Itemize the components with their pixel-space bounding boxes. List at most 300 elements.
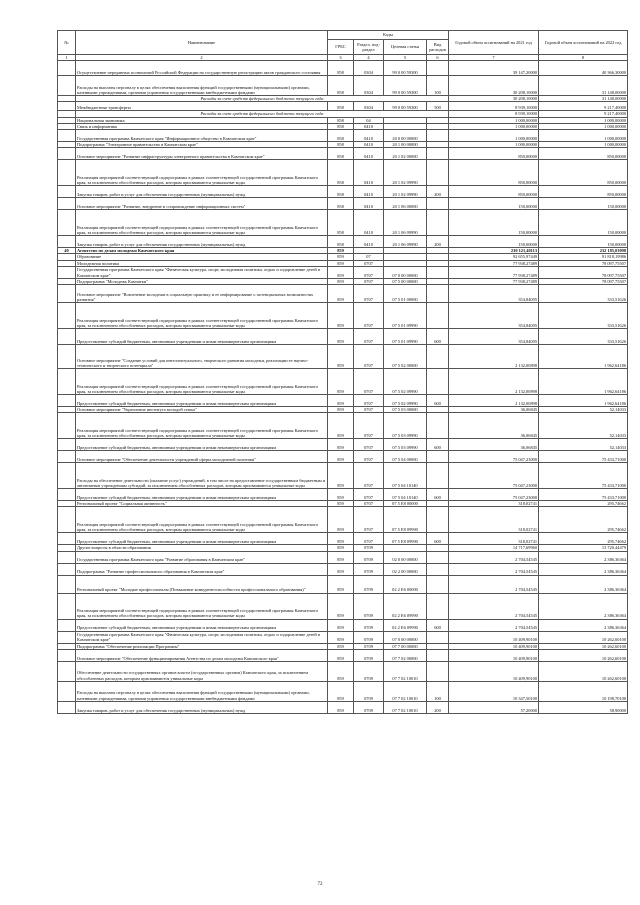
cell-2021: 2 704,54545 [449,575,539,593]
cell-grbs: 859 [328,575,354,593]
cell-csr: 07 7 00 00000 [384,643,427,649]
cell-2021: 10 409,90100 [449,661,539,681]
cell-grbs: 858 [328,148,354,160]
cell-rzpr: 0410 [354,142,384,148]
cell-2021: 150,00000 [449,210,539,236]
cell-csr: 02 2 E6 09990 [384,593,427,619]
cell-name: Реализация мероприятий соответствующей подпрограммы в рамках соответствующей государственной программы Камчатского края, за исключением обособленных расходов, которым присваиваются уникальные коды [76,413,328,439]
cell-2022: 1 962,64186 [539,369,628,395]
table-row [58,198,628,210]
cell-2022: 75 433,71000 [539,489,628,501]
cell-num [58,439,76,451]
table-row [58,395,628,407]
cell-grbs: 858 [328,198,354,210]
cell-2021: 10 409,90100 [449,649,539,661]
cell-2021: 1 000,00000 [449,130,539,142]
cell-grbs: 859 [328,463,354,489]
cell-name: Предоставление субсидий бюджетным, автономным учреждениям и иным некоммерческим организациям [76,489,328,501]
cell-2021: 318,02741 [449,501,539,507]
header-name: Наименование [76,31,328,55]
cell-2021: 39 147,20000 [449,61,539,76]
cell-2022: 10 262,60100 [539,661,628,681]
cell-rzpr: 0709 [354,661,384,681]
cell-grbs: 859 [328,329,354,345]
header-rzpr: Раздел, под-раздел [354,40,384,55]
cell-vr [427,160,449,186]
cell-2022: 2 386,36364 [539,593,628,619]
cell-csr: 07 5 03 09990 [384,439,427,451]
table-row [58,463,628,489]
cell-num [58,210,76,236]
cell-num [58,661,76,681]
cell-rzpr: 0707 [354,463,384,489]
cell-rzpr: 0410 [354,160,384,186]
cell-2022: 91 818,19986 [539,254,628,260]
cell-grbs: 859 [328,278,354,284]
cell-2022: 52,14033 [539,439,628,451]
cell-vr: 500 [427,102,449,111]
cell-name: Реализация мероприятий соответствующей подпрограммы в рамках соответствующей государственной программы Камчатского края, за исключением обособленных расходов, которым присваиваются уникальные коды [76,210,328,236]
cell-num [58,61,76,76]
cell-name: Осуществление переданных полномочий Российской Федерации на государственную регистрацию актов гражданского состояния [76,61,328,76]
cell-2022: 333,51626 [539,285,628,303]
cell-name: Основное мероприятие "Создание условий для интеллектуального, творческого развития молодежи, реализации ее научно-технического и творческого потенциала" [76,345,328,369]
table-row [58,285,628,303]
cell-vr [427,130,449,142]
cell-rzpr: 0709 [354,649,384,661]
table-row [58,329,628,345]
cell-2021: 850,00000 [449,148,539,160]
page-number: 72 [317,882,323,887]
table-row [58,102,628,111]
cell-grbs: 859 [328,681,354,701]
cell-grbs: 859 [328,254,354,260]
cell-grbs: 859 [328,507,354,533]
cell-csr: 02 2 00 00000 [384,563,427,575]
cell-rzpr: 04 [354,117,384,123]
table-row [58,303,628,329]
cell-grbs: 859 [328,439,354,451]
cell-2021: 36,06845 [449,439,539,451]
cell-grbs: 858 [328,117,354,123]
cell-csr: 20 1 06 09990 [384,210,427,236]
table-row [58,619,628,631]
cell-csr: 07 7 02 10010 [384,701,427,713]
cell-csr: 07 5 04 00000 [384,451,427,463]
cell-rzpr: 0707 [354,507,384,533]
cell-num [58,489,76,501]
cell-2021: 2 704,54545 [449,619,539,631]
cell-2021: 77 938,27489 [449,278,539,284]
cell-name: Подпрограмма "Развитие профессионального образования в Камчатском крае" [76,563,328,575]
cell-csr: 20 1 02 09990 [384,160,427,186]
cell-rzpr: 0707 [354,266,384,278]
cell-csr: 99 0 00 59300 [384,76,427,96]
cell-rzpr: 0410 [354,198,384,210]
cell-2021: 2 132,00898 [449,395,539,407]
cell-name: Национальная экономика [76,117,328,123]
header-index: 5 [384,55,427,61]
cell-csr: 07 5 02 09990 [384,395,427,407]
header-index: 2 [76,55,328,61]
cell-2022: 9 217,40000 [539,102,628,111]
cell-rzpr: 0709 [354,619,384,631]
cell-csr: 07 5 04 10140 [384,463,427,489]
cell-2022: 31 148,00000 [539,76,628,96]
cell-rzpr: 0304 [354,61,384,76]
table-row [58,489,628,501]
cell-num [58,463,76,489]
cell-2022: 333,51626 [539,329,628,345]
table-row [58,76,628,96]
cell-grbs: 859 [328,533,354,545]
cell-2021: 30 208,10000 [449,96,539,102]
table-row [58,563,628,575]
cell-num [58,413,76,439]
cell-2022: 1 962,64186 [539,345,628,369]
cell-name: Обеспечение деятельности государственных органов власти (государственных органов) Камчатского края, за исключением обособленных расходов, которым присваиваются уникальные коды [76,661,328,681]
cell-name: Государственная программа Камчатского края "Развитие образования в Камчатском крае" [76,551,328,563]
table-row [58,148,628,160]
cell-2022: 78 097,75507 [539,278,628,284]
cell-num [58,649,76,661]
cell-name: Основное мероприятие "Развитие, внедрение и сопровождение информационных систем" [76,198,328,210]
cell-grbs: 859 [328,563,354,575]
cell-name: Подпрограмма "Молодежь Камчатки" [76,278,328,284]
cell-num [58,533,76,545]
cell-2022: 52,14033 [539,413,628,439]
header-csr: Целевая статья [384,40,427,55]
cell-note: Расходы за счет средств федерального бюджета текущего года [76,96,449,102]
table-row [58,451,628,463]
cell-vr: 600 [427,619,449,631]
cell-name: Региональный проект "Социальная активность" [76,501,328,507]
cell-csr: 20 1 06 00000 [384,198,427,210]
header-index: 6 [427,55,449,61]
cell-name: Основное мероприятие "Укрепление института молодой семьи" [76,407,328,413]
cell-num [58,701,76,713]
cell-grbs: 859 [328,451,354,463]
cell-csr: 20 1 00 00000 [384,142,427,148]
cell-rzpr: 0707 [354,533,384,545]
cell-vr: 200 [427,236,449,248]
budget-table-page [57,30,627,714]
cell-csr: 20 1 06 09990 [384,236,427,248]
cell-num [58,619,76,631]
cell-name: Молодежная политика [76,260,328,266]
cell-csr: 20 0 00 00000 [384,130,427,142]
cell-num [58,563,76,575]
cell-rzpr: 0410 [354,236,384,248]
cell-rzpr: 0410 [354,123,384,129]
cell-grbs: 859 [328,260,354,266]
cell-csr: 07 7 02 00000 [384,649,427,661]
cell-vr: 100 [427,76,449,96]
cell-grbs: 859 [328,701,354,713]
cell-rzpr: 0709 [354,643,384,649]
cell-csr: 07 5 01 00000 [384,285,427,303]
cell-grbs: 859 [328,551,354,563]
cell-2022: 333,51626 [539,303,628,329]
cell-vr: 600 [427,329,449,345]
cell-grbs: 859 [328,545,354,551]
cell-name: Реализация мероприятий соответствующей подпрограммы в рамках соответствующей государственной программы Камчатского края, за исключением обособленных расходов, которым присваиваются уникальные коды [76,507,328,533]
cell-name: Подпрограмма "Электронное правительство в Камчатском крае" [76,142,328,148]
cell-2022: 10 262,60100 [539,649,628,661]
cell-vr [427,198,449,210]
header-index: 4 [354,55,384,61]
cell-grbs: 859 [328,413,354,439]
table-row [58,681,628,701]
cell-2022: 78 097,75507 [539,266,628,278]
cell-vr: 600 [427,533,449,545]
cell-2021: 2 704,54545 [449,563,539,575]
cell-vr [427,148,449,160]
cell-2022: 75 433,71000 [539,463,628,489]
cell-grbs: 858 [328,130,354,142]
cell-2021: 10 347,50100 [449,681,539,701]
cell-rzpr: 0709 [354,563,384,575]
cell-vr [427,575,449,593]
cell-rzpr: 0707 [354,439,384,451]
cell-name: Другие вопросы в области образования [76,545,328,551]
cell-csr: 07 0 00 00000 [384,631,427,643]
cell-2022: 150,00000 [539,236,628,248]
cell-2022: 52,14033 [539,407,628,413]
cell-rzpr: 0707 [354,395,384,407]
cell-2022: 78 097,75507 [539,260,628,266]
table-row [58,160,628,186]
table-row [58,507,628,533]
cell-name: Реализация мероприятий соответствующей подпрограммы в рамках соответствующей государственной программы Камчатского края, за исключением обособленных расходов, которым присваиваются уникальные коды [76,160,328,186]
cell-rzpr: 0707 [354,278,384,284]
cell-csr: 07 7 02 10010 [384,661,427,681]
cell-2021: 75 047,23000 [449,451,539,463]
cell-2022: 1 000,00000 [539,117,628,123]
cell-name: Государственная программа Камчатского края "Физическая культура, спорт, молодежная политика, отдых и оздоровление детей в Камчатском крае" [76,266,328,278]
cell-csr: 07 5 03 09990 [384,413,427,439]
cell-csr: 07 5 03 00000 [384,407,427,413]
cell-2022: 295,74662 [539,501,628,507]
cell-csr: 07 5 01 09990 [384,303,427,329]
cell-2022: 1 000,00000 [539,123,628,129]
cell-name: Связь и информатика [76,123,328,129]
cell-num [58,575,76,593]
table-row [58,130,628,142]
cell-num [58,681,76,701]
cell-csr: 07 5 04 10140 [384,489,427,501]
cell-vr: 200 [427,186,449,198]
cell-2022: 850,00000 [539,148,628,160]
cell-num [58,507,76,533]
cell-rzpr: 0707 [354,303,384,329]
cell-rzpr: 0707 [354,451,384,463]
cell-csr: 07 0 00 00000 [384,266,427,278]
header-index: 1 [58,55,76,61]
cell-name: Расходы на выплаты персоналу в целях обеспечения выполнения функций государственными (муниципальными) органами, казенными учреждениями, органами управления государственными внебюджетными фондами [76,76,328,96]
cell-2022: 31 148,00000 [539,96,628,102]
table-header [58,31,628,61]
cell-csr: 07 5 01 09990 [384,329,427,345]
cell-num [58,593,76,619]
cell-rzpr: 0709 [354,631,384,643]
cell-name: Закупка товаров, работ и услуг для обеспечения государственных (муниципальных) нужд [76,186,328,198]
cell-num [58,285,76,303]
cell-csr: 07 5 00 00000 [384,278,427,284]
cell-2022: 232 185,03098 [539,248,628,254]
cell-num [58,551,76,563]
cell-num [58,266,76,278]
cell-csr: 07 5 E8 00000 [384,501,427,507]
cell-note: Расходы за счет средств федерального бюджета текущего года [76,111,449,117]
cell-2021: 2 132,00898 [449,345,539,369]
cell-csr: 07 7 02 10010 [384,681,427,701]
cell-2022: 1 000,00000 [539,130,628,142]
cell-grbs: 859 [328,649,354,661]
cell-2021: 2 704,54545 [449,593,539,619]
cell-name: Подпрограмма "Обеспечение реализации Программы" [76,643,328,649]
cell-vr: 600 [427,489,449,501]
cell-csr: 07 5 E8 09990 [384,533,427,545]
cell-rzpr: 0707 [354,489,384,501]
cell-grbs: 859 [328,631,354,643]
cell-num [58,148,76,160]
cell-2021: 10 409,90100 [449,631,539,643]
cell-2021: 1 000,00000 [449,123,539,129]
cell-name: Предоставление субсидий бюджетным, автономным учреждениям и иным некоммерческим организациям [76,439,328,451]
cell-num [58,451,76,463]
cell-grbs: 859 [328,489,354,501]
cell-vr: 600 [427,395,449,407]
cell-rzpr: 0709 [354,545,384,551]
table-row [58,236,628,248]
cell-name: Предоставление субсидий бюджетным, автономным учреждениям и иным некоммерческим организациям [76,329,328,345]
cell-rzpr: 0707 [354,260,384,266]
cell-name: Предоставление субсидий бюджетным, автономным учреждениям и иным некоммерческим организациям [76,619,328,631]
cell-num [58,303,76,329]
cell-rzpr: 0410 [354,130,384,142]
cell-2021: 75 047,23000 [449,463,539,489]
cell-vr [427,593,449,619]
cell-vr [427,369,449,395]
cell-name: Закупка товаров, работ и услуг для обеспечения государственных (муниципальных) нужд [76,236,328,248]
table-row [58,345,628,369]
cell-name: Предоставление субсидий бюджетным, автономным учреждениям и иным некоммерческим организациям [76,395,328,407]
cell-2021: 1 000,00000 [449,117,539,123]
header-2021: Годовой объем ассигнований на 2021 год [449,31,539,55]
cell-grbs: 858 [328,186,354,198]
cell-2022: 2 386,36364 [539,563,628,575]
table-row [58,61,628,76]
table-row [58,631,628,643]
cell-2021: 8 939,10000 [449,111,539,117]
cell-csr: 02 2 E6 09990 [384,619,427,631]
header-2022: Годовой объем ассигнований на 2022 год [539,31,628,55]
budget-table [57,30,628,714]
cell-name: Расходы на обеспечение деятельности (оказание услуг) учреждений, в том числе на предоставление государственным бюджетным и автономным учреждениям субсидий, за исключением обособленных расходов, которым присваиваются уникальные коды [76,463,328,489]
cell-name: Государственная программа Камчатского края "Физическая культура, спорт, молодежная политика, отдых и оздоровление детей в Камчатском крае" [76,631,328,643]
cell-name: Межбюджетные трансферты [76,102,328,111]
table-row [58,210,628,236]
cell-2021: 57,20000 [449,701,539,713]
cell-2021: 36,06845 [449,407,539,413]
cell-vr [427,303,449,329]
cell-2021: 36,06845 [449,413,539,439]
cell-name: Реализация мероприятий соответствующей подпрограммы в рамках соответствующей государственной программы Камчатского края, за исключением обособленных расходов, которым присваиваются уникальные коды [76,303,328,329]
cell-grbs: 858 [328,142,354,148]
cell-2022: 58,90000 [539,701,628,713]
cell-num [58,329,76,345]
cell-vr: 600 [427,439,449,451]
cell-grbs: 859 [328,661,354,681]
cell-2021: 2 704,54545 [449,551,539,563]
cell-grbs: 859 [328,369,354,395]
cell-2022: 850,00000 [539,160,628,186]
cell-2022: 2 386,36364 [539,551,628,563]
table-row [58,266,628,278]
cell-2021: 1 000,00000 [449,142,539,148]
cell-2022: 1 962,64186 [539,395,628,407]
cell-2021: 10 409,90100 [449,643,539,649]
cell-2021: 150,00000 [449,198,539,210]
cell-vr [427,563,449,575]
cell-2021: 354,84005 [449,329,539,345]
cell-2021: 14 717,69960 [449,545,539,551]
table-row [58,575,628,593]
cell-2022: 295,74662 [539,533,628,545]
cell-name: Предоставление субсидий бюджетным, автономным учреждениям и иным некоммерческим организациям [76,533,328,545]
cell-name: Образование [76,254,328,260]
cell-vr [427,451,449,463]
cell-csr: 02 0 00 00000 [384,551,427,563]
cell-name: Основное мероприятие "Развитие инфраструктуры электронного правительства в Камчатском крае" [76,148,328,160]
cell-grbs: 858 [328,61,354,76]
cell-rzpr: 0707 [354,329,384,345]
cell-csr: 02 2 E6 00000 [384,575,427,593]
cell-2022: 75 433,71000 [539,451,628,463]
cell-2021: 318,02741 [449,533,539,545]
cell-2021: 354,84005 [449,285,539,303]
table-row [58,533,628,545]
cell-2021: 30 208,10000 [449,76,539,96]
cell-rzpr: 0709 [354,593,384,619]
cell-2022: 850,00000 [539,186,628,198]
cell-vr [427,631,449,643]
table-row [58,439,628,451]
cell-csr: 20 1 02 09990 [384,186,427,198]
header-index: 7 [449,55,539,61]
cell-name: Региональный проект "Молодые профессионалы (Повышение конкурентоспособности профессионального образования)" [76,575,328,593]
cell-grbs: 859 [328,248,354,254]
table-row [58,413,628,439]
cell-num [58,395,76,407]
cell-rzpr: 0707 [354,345,384,369]
cell-grbs: 859 [328,619,354,631]
cell-2021: 92 655,97449 [449,254,539,260]
cell-rzpr: 07 [354,254,384,260]
cell-2022: 13 720,44479 [539,545,628,551]
cell-rzpr: 0304 [354,102,384,111]
cell-rzpr: 0709 [354,681,384,701]
header-codes: Коды [328,31,449,40]
cell-grbs: 859 [328,303,354,329]
cell-num [58,631,76,643]
table-row [58,661,628,681]
cell-grbs: 859 [328,407,354,413]
cell-2022: 10 198,70100 [539,681,628,701]
cell-2022: 295,74662 [539,507,628,533]
cell-rzpr: 0709 [354,575,384,593]
